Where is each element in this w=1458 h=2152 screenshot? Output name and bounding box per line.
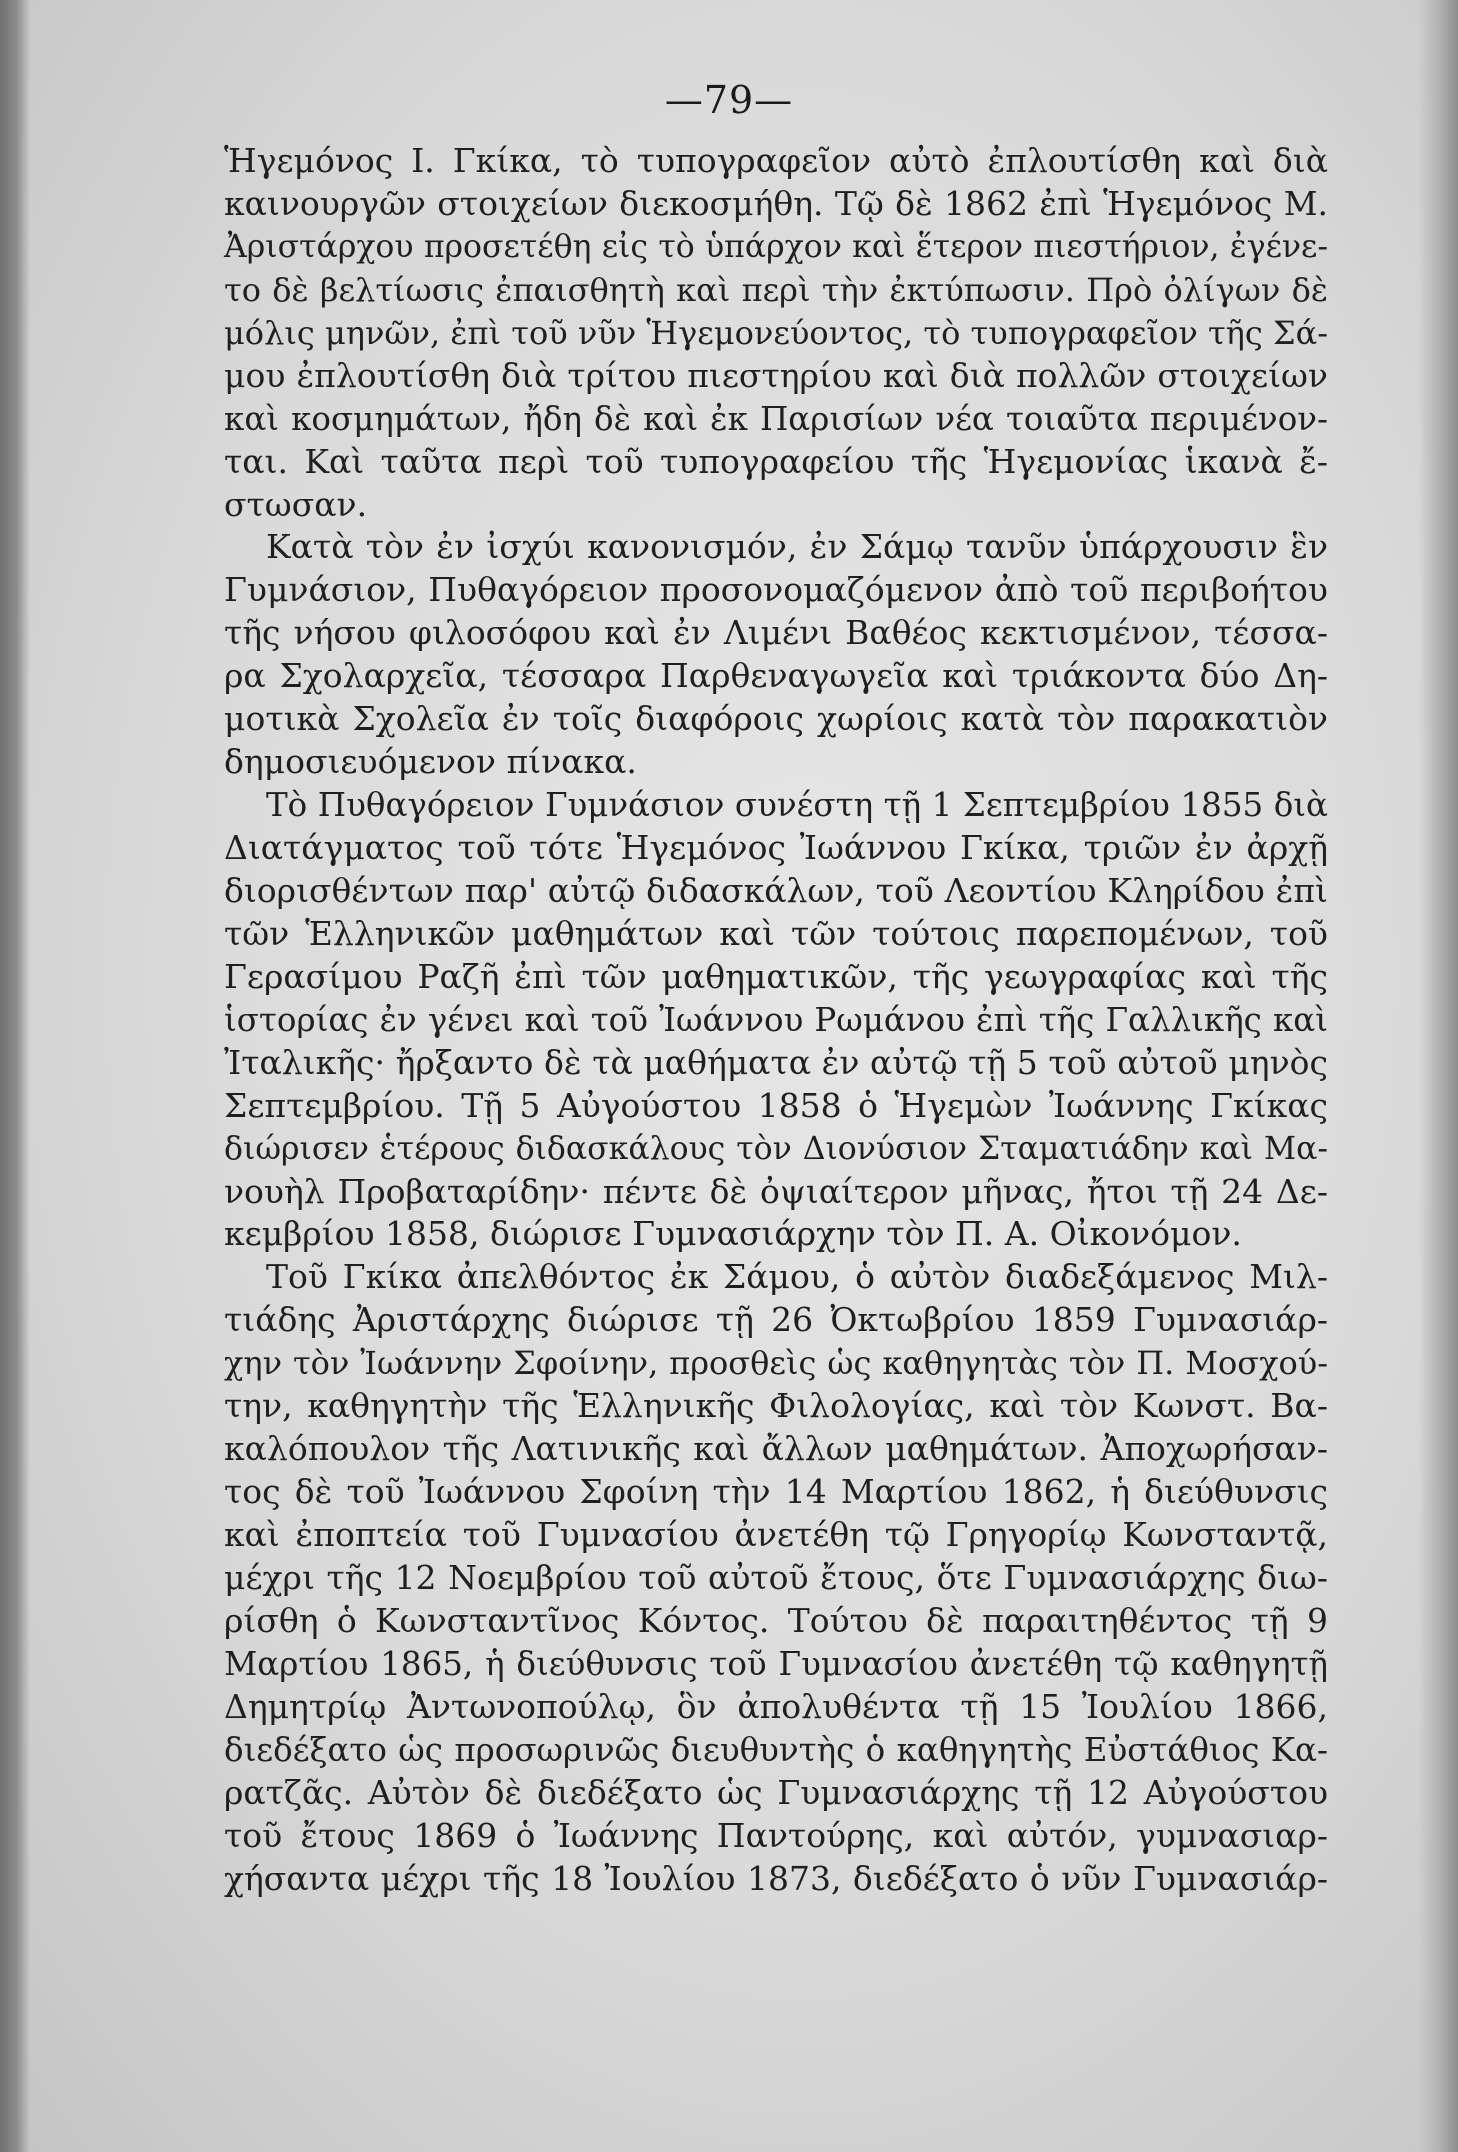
text-line: τοῦ ἔτους 1869 ὁ Ἰωάννης Παντούρης, καὶ αὐτόν, γυμνασιαρ- <box>224 1815 1328 1855</box>
text-line: ρα Σχολαρχεῖα, τέσσαρα Παρθεναγωγεῖα καὶ τριάκοντα δύο Δη- <box>224 656 1328 696</box>
page-right-shadow <box>1418 0 1458 2152</box>
page-left-shadow <box>0 0 30 2152</box>
text-line: χήσαντα μέχρι τῆς 18 Ἰουλίου 1873, διεδέξατο ὁ νῦν Γυμνασιάρ- <box>224 1858 1328 1898</box>
text-line: καὶ κοσμημάτων, ἤδη δὲ καὶ ἐκ Παρισίων νέα τοιαῦτα περιμένον- <box>224 399 1328 438</box>
text-line: ρίσθη ὁ Κωνσταντῖνος Κόντος. Τούτου δὲ παραιτηθέντος τῇ 9 <box>224 1600 1328 1640</box>
text-line: Γερασίμου Ραζῆ ἐπὶ τῶν μαθηματικῶν, τῆς γεωγραφίας καὶ τῆς <box>224 956 1328 996</box>
text-line: μόλις μηνῶν, ἐπὶ τοῦ νῦν Ἡγεμονεύοντος, τὸ τυπογραφεῖον τῆς Σά- <box>224 313 1328 352</box>
text-line: διεδέξατο ὡς προσωρινῶς διευθυντὴς ὁ καθηγητὴς Εὐστάθιος Κα- <box>224 1730 1328 1769</box>
body-text <box>224 140 1328 1900</box>
text-line: νουὴλ Προβαταρίδην· πέντε δὲ ὀψιαίτερον μῆνας, ἤτοι τῇ 24 Δε- <box>224 1171 1328 1211</box>
text-line: τος δὲ τοῦ Ἰωάννου Σφοίνη τὴν 14 Μαρτίου 1862, ἡ διεύθυνσις <box>224 1472 1328 1512</box>
text-line: Γυμνάσιον, Πυθαγόρειον προσονομαζόμενον ἀπὸ τοῦ περιβοήτου <box>224 570 1328 610</box>
text-line: καινουργῶν στοιχείων διεκοσμήθη. Τῷ δὲ 1862 ἐπὶ Ἡγεμόνος Μ. <box>224 183 1328 223</box>
text-line: Σεπτεμβρίου. Τῇ 5 Αὐγούστου 1858 ὁ Ἡγεμὼν Ἰωάννης Γκίκας <box>224 1085 1328 1125</box>
text-line: δημοσιευόμενον πίνακα. <box>224 742 637 782</box>
paragraph-first-line: Τοῦ Γκίκα ἀπελθόντος ἐκ Σάμου, ὁ αὐτὸν διαδεξάμενος Μιλ- <box>266 1257 1328 1297</box>
text-line: στωσαν. <box>224 484 368 524</box>
text-line: Ἀριστάρχου προσετέθη εἰς τὸ ὑπάρχον καὶ ἕτερον πιεστήριον, ἐγένε- <box>224 228 1328 265</box>
text-line: ται. Καὶ ταῦτα περὶ τοῦ τυπογραφείου τῆς Ἡγεμονίας ἱκανὰ ἔ- <box>224 441 1328 481</box>
text-line: Διατάγματος τοῦ τότε Ἡγεμόνος Ἰωάννου Γκίκα, τριῶν ἐν ἀρχῇ <box>224 828 1328 867</box>
text-line: ἱστορίας ἐν γένει καὶ τοῦ Ἰωάννου Ρωμάνου ἐπὶ τῆς Γαλλικῆς καὶ <box>224 1000 1328 1039</box>
text-line: χην τὸν Ἰωάννην Σφοίνην, προσθεὶς ὡς καθηγητὰς τὸν Π. Μοσχού- <box>224 1344 1328 1383</box>
page-number: —79— <box>664 78 794 122</box>
text-line: τιάδης Ἀριστάρχης διώρισε τῇ 26 Ὀκτωβρίου 1859 Γυμνασιάρ- <box>224 1300 1328 1340</box>
text-line: το δὲ βελτίωσις ἐπαισθητὴ καὶ περὶ τὴν ἐκτύπωσιν. Πρὸ ὀλίγων δὲ <box>224 270 1328 309</box>
text-line: ρατζᾶς. Αὐτὸν δὲ διεδέξατο ὡς Γυμνασιάρχης τῇ 12 Αὐγούστου <box>224 1772 1328 1812</box>
text-line: Ἡγεμόνος Ι. Γκίκα, τὸ τυπογραφεῖον αὐτὸ ἐπλουτίσθη καὶ διὰ <box>224 141 1328 180</box>
text-line: μέχρι τῆς 12 Νοεμβρίου τοῦ αὐτοῦ ἔτους, ὅτε Γυμνασιάρχης διω- <box>224 1557 1328 1597</box>
text-line: κεμβρίου 1858, διώρισε Γυμνασιάρχην τὸν Π. Α. Οἰκονόμον. <box>224 1214 1242 1254</box>
paragraph-first-line: Τὸ Πυθαγόρειον Γυμνάσιον συνέστη τῇ 1 Σεπτεμβρίου 1855 διὰ <box>266 786 1328 825</box>
paragraph-first-line: Κατὰ τὸν ἐν ἰσχύι κανονισμόν, ἐν Σάμῳ τανῦν ὑπάρχουσιν ἓν <box>266 527 1328 567</box>
text-line: τῆς νήσου φιλοσόφου καὶ ἐν Λιμένι Βαθέος κεκτισμένον, τέσσα- <box>224 613 1328 653</box>
text-line: την, καθηγητὴν τῆς Ἑλληνικῆς Φιλολογίας, καὶ τὸν Κωνστ. Βα- <box>224 1386 1328 1426</box>
text-line: Ἰταλικῆς· ἤρξαντο δὲ τὰ μαθήματα ἐν αὐτῷ τῇ 5 τοῦ αὐτοῦ μηνὸς <box>224 1042 1328 1082</box>
text-line: καὶ ἐποπτεία τοῦ Γυμνασίου ἀνετέθη τῷ Γρηγορίῳ Κωνσταντᾷ, <box>224 1515 1328 1554</box>
text-line: μου ἐπλουτίσθη διὰ τρίτου πιεστηρίου καὶ διὰ πολλῶν στοιχείων <box>224 355 1328 395</box>
text-line: Δημητρίῳ Ἀντωνοπούλῳ, ὃν ἀπολυθέντα τῇ 15 Ἰουλίου 1866, <box>224 1686 1328 1726</box>
text-line: διώρισεν ἑτέρους διδασκάλους τὸν Διονύσιον Σταματιάδην καὶ Μα- <box>224 1130 1328 1167</box>
text-line: Μαρτίου 1865, ἡ διεύθυνσις τοῦ Γυμνασίου ἀνετέθη τῷ καθηγητῇ <box>224 1644 1328 1683</box>
text-line: καλόπουλον τῆς Λατινικῆς καὶ ἄλλων μαθημάτων. Ἀποχωρήσαν- <box>224 1429 1328 1469</box>
text-line: μοτικὰ Σχολεῖα ἐν τοῖς διαφόροις χωρίοις κατὰ τὸν παρακατιὸν <box>224 699 1328 739</box>
text-line: διορισθέντων παρ' αὐτῷ διδασκάλων, τοῦ Λεοντίου Κληρίδου ἐπὶ <box>224 870 1328 910</box>
text-line: τῶν Ἑλληνικῶν μαθημάτων καὶ τῶν τούτοις παρεπομένων, τοῦ <box>224 913 1328 953</box>
